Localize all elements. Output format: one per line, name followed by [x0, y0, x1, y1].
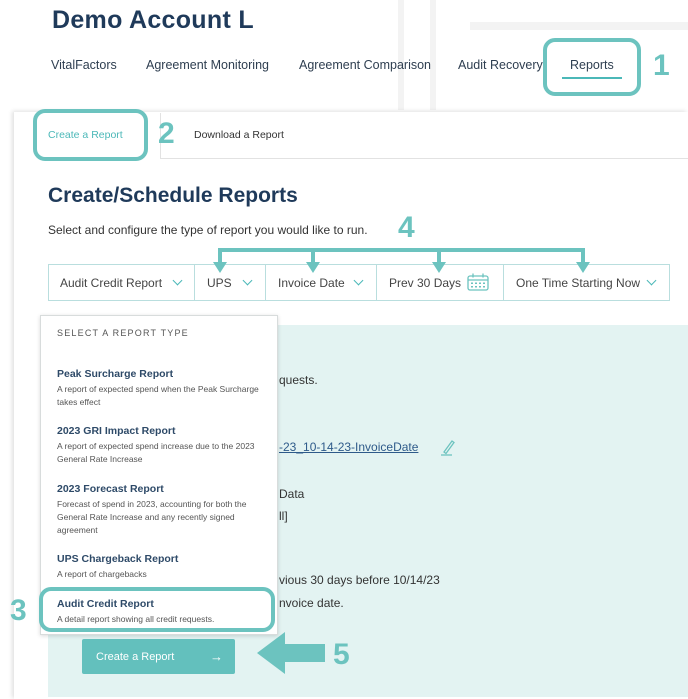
callout-number: 5	[333, 638, 350, 671]
dropdown-item-desc: A report of chargebacks	[57, 569, 147, 579]
callout-pointer-arrow	[255, 630, 327, 676]
chevron-down-icon	[354, 276, 364, 286]
callout-box-audit-credit	[39, 587, 275, 632]
arrow-right-icon: →	[210, 649, 223, 664]
callout-number: 2	[158, 117, 175, 150]
schedule-value: One Time Starting Now	[516, 275, 641, 290]
background-divider	[430, 0, 436, 110]
dropdown-item-title: Audit Credit Report	[57, 598, 154, 610]
dropdown-item-desc: A detail report showing all credit requests.	[57, 614, 215, 624]
dropdown-item-desc: Forecast of spend in 2023, accounting for both the General Rate Increase and any recently signed agreement	[57, 499, 247, 535]
dropdown-item-title: 2023 Forecast Report	[57, 483, 164, 495]
report-type-value: Audit Credit Report	[60, 275, 163, 290]
nav-agreement-monitoring[interactable]: Agreement Monitoring	[146, 58, 269, 72]
date-range-value: Prev 30 Days	[389, 275, 462, 290]
background-divider	[470, 22, 688, 30]
summary-text: nvoice date.	[279, 596, 344, 610]
date-field-value: Invoice Date	[278, 275, 345, 290]
dropdown-item-desc: A report of expected spend when the Peak Surcharge takes effect	[57, 384, 259, 407]
account-title: Demo Account L	[52, 6, 254, 34]
carrier-value: UPS	[207, 275, 232, 290]
callout-box-reports	[543, 38, 641, 96]
nav-reports[interactable]: Reports	[570, 58, 614, 72]
summary-text: vious 30 days before 10/14/23	[279, 573, 440, 587]
instructions-text: Select and configure the type of report you would like to run.	[48, 223, 368, 237]
dropdown-item-forecast[interactable]	[57, 483, 263, 537]
summary-text: Data	[279, 487, 305, 501]
dropdown-item-title: UPS Chargeback Report	[57, 553, 179, 565]
report-filename-link[interactable]: -23_10-14-23-InvoiceDate	[279, 440, 419, 454]
page-heading: Create/Schedule Reports	[48, 184, 298, 207]
dropdown-item-ups-chargeback[interactable]	[57, 553, 263, 581]
dropdown-item-desc: A report of expected spend increase due to the 2023 General Rate Increase	[57, 441, 255, 464]
dropdown-item-title: 2023 GRI Impact Report	[57, 425, 176, 437]
chevron-down-icon	[647, 276, 657, 286]
dropdown-item-peak-surcharge[interactable]	[57, 368, 263, 409]
edit-pencil-icon[interactable]	[440, 438, 456, 456]
callout-number: 4	[398, 211, 415, 244]
summary-text: ll]	[279, 509, 288, 523]
nav-vitalfactors[interactable]: VitalFactors	[51, 58, 117, 72]
callout-box-create	[33, 109, 148, 161]
chevron-down-icon	[243, 276, 253, 286]
create-report-label: Create a Report	[96, 650, 175, 663]
callout-number: 1	[653, 49, 670, 82]
subnav-download-report[interactable]: Download a Report	[194, 129, 284, 141]
dropdown-header: SELECT A REPORT TYPE	[57, 328, 189, 338]
report-type-select[interactable]	[48, 264, 195, 301]
dropdown-item-gri-impact[interactable]	[57, 425, 263, 466]
create-report-button[interactable]	[82, 639, 235, 674]
summary-text: quests.	[279, 373, 318, 387]
nav-audit-recovery[interactable]: Audit Recovery	[458, 58, 543, 72]
chevron-down-icon	[173, 276, 183, 286]
callout-bracket-arrows	[200, 240, 600, 276]
subnav-create-report[interactable]: Create a Report	[48, 129, 123, 141]
background-divider	[398, 0, 404, 110]
subnav-divider	[160, 158, 688, 159]
nav-agreement-comparison[interactable]: Agreement Comparison	[299, 58, 432, 72]
dropdown-item-title: Peak Surcharge Report	[57, 368, 174, 380]
callout-number: 3	[10, 594, 27, 627]
